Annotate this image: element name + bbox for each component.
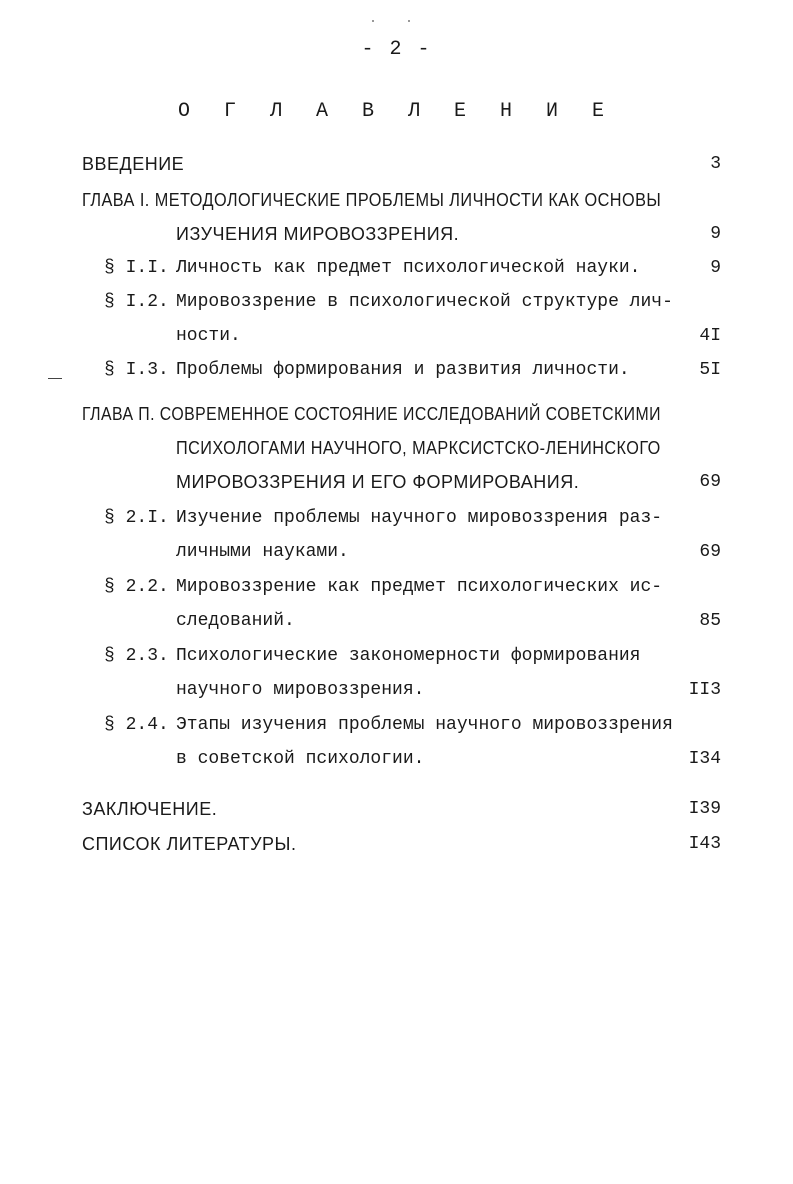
section-title: личными науками.: [176, 542, 349, 562]
section-number: § 2.I.: [104, 508, 169, 528]
toc-chapter-label: МИРОВОЗЗРЕНИЯ И ЕГО ФОРМИРОВАНИЯ.: [176, 472, 580, 492]
toc-chapter-label: ГЛАВА I. МЕТОДОЛОГИЧЕСКИЕ ПРОБЛЕМЫ ЛИЧНОСТИ КАК ОСНОВЫ: [82, 190, 662, 210]
toc-chapter-2-cont: [0, 432, 793, 464]
section-number: § I.3.: [104, 360, 169, 380]
section-title: Психологические закономерности формирования: [176, 646, 641, 666]
section-number: § 2.4.: [104, 715, 169, 735]
page-number: - 2 -: [361, 38, 432, 61]
section-title: Мировоззрение как предмет психологических ис-: [176, 577, 663, 597]
toc-section-1-3: [0, 354, 793, 386]
toc-entry-page: 3: [710, 154, 721, 174]
toc-chapter-2-cont2: [0, 466, 793, 498]
section-title: Мировоззрение в психологической структуре лич-: [176, 292, 673, 312]
toc-chapter-1: [0, 184, 793, 216]
toc-section-1-1: [0, 252, 793, 284]
toc-entry-page: 9: [710, 258, 721, 278]
toc-chapter-2: [0, 398, 793, 430]
toc-section-2-1-cont: [0, 536, 793, 568]
section-title: Этапы изучения проблемы научного мировоззрения: [176, 715, 673, 735]
toc-entry-page: 69: [699, 542, 721, 562]
section-title: научного мировоззрения.: [176, 680, 425, 700]
toc-chapter-label: ИЗУЧЕНИЯ МИРОВОЗЗРЕНИЯ.: [176, 224, 460, 244]
toc-entry-conclusion: [0, 793, 793, 825]
toc-chapter-1-cont: [0, 218, 793, 250]
scan-speck: [408, 20, 410, 22]
section-number: § 2.2.: [104, 577, 169, 597]
section-number: § I.I.: [104, 258, 169, 278]
section-title: Изучение проблемы научного мировоззрения раз-: [176, 508, 663, 528]
toc-entry-page: 69: [699, 472, 721, 492]
toc-entry-page: II3: [688, 680, 721, 700]
toc-section-1-2-cont: [0, 320, 793, 352]
toc-entry-page: I43: [688, 834, 721, 854]
toc-entry-page: I34: [688, 749, 721, 769]
section-title: следований.: [176, 611, 295, 631]
section-title: ности.: [176, 326, 241, 346]
section-title: Проблемы формирования и развития личности.: [176, 360, 630, 380]
toc-chapter-label: ПСИХОЛОГАМИ НАУЧНОГО, МАРКСИСТСКО-ЛЕНИНСКОГО: [176, 438, 661, 458]
toc-entry-intro: [0, 148, 793, 180]
toc-entry-page: 9: [710, 224, 721, 244]
toc-entry-page: 4I: [699, 326, 721, 346]
section-title: Личность как предмет психологической науки.: [176, 258, 641, 278]
toc-entry-page: 85: [699, 611, 721, 631]
toc-section-2-2-cont: [0, 605, 793, 637]
toc-entry-page: 5I: [699, 360, 721, 380]
section-title: в советской психологии.: [176, 749, 425, 769]
toc-section-2-2: [0, 571, 793, 603]
scan-speck: [372, 20, 374, 22]
toc-section-2-4-cont: [0, 743, 793, 775]
toc-section-2-4: [0, 709, 793, 741]
toc-section-2-3: [0, 640, 793, 672]
toc-entry-references: [0, 828, 793, 860]
toc-entry-label: ВВЕДЕНИЕ: [82, 154, 185, 174]
toc-entry-page: I39: [688, 799, 721, 819]
toc-chapter-label: ГЛАВА П. СОВРЕМЕННОЕ СОСТОЯНИЕ ИССЛЕДОВАНИЙ СОВЕТСКИМИ: [82, 404, 661, 424]
toc-entry-label: ЗАКЛЮЧЕНИЕ.: [82, 799, 218, 819]
toc-section-2-3-cont: [0, 674, 793, 706]
section-number: § 2.3.: [104, 646, 169, 666]
toc-entry-label: СПИСОК ЛИТЕРАТУРЫ.: [82, 834, 297, 854]
section-number: § I.2.: [104, 292, 169, 312]
toc-section-1-2: [0, 286, 793, 318]
toc-title: О Г Л А В Л Е Н И Е: [177, 100, 616, 123]
toc-section-2-1: [0, 502, 793, 534]
